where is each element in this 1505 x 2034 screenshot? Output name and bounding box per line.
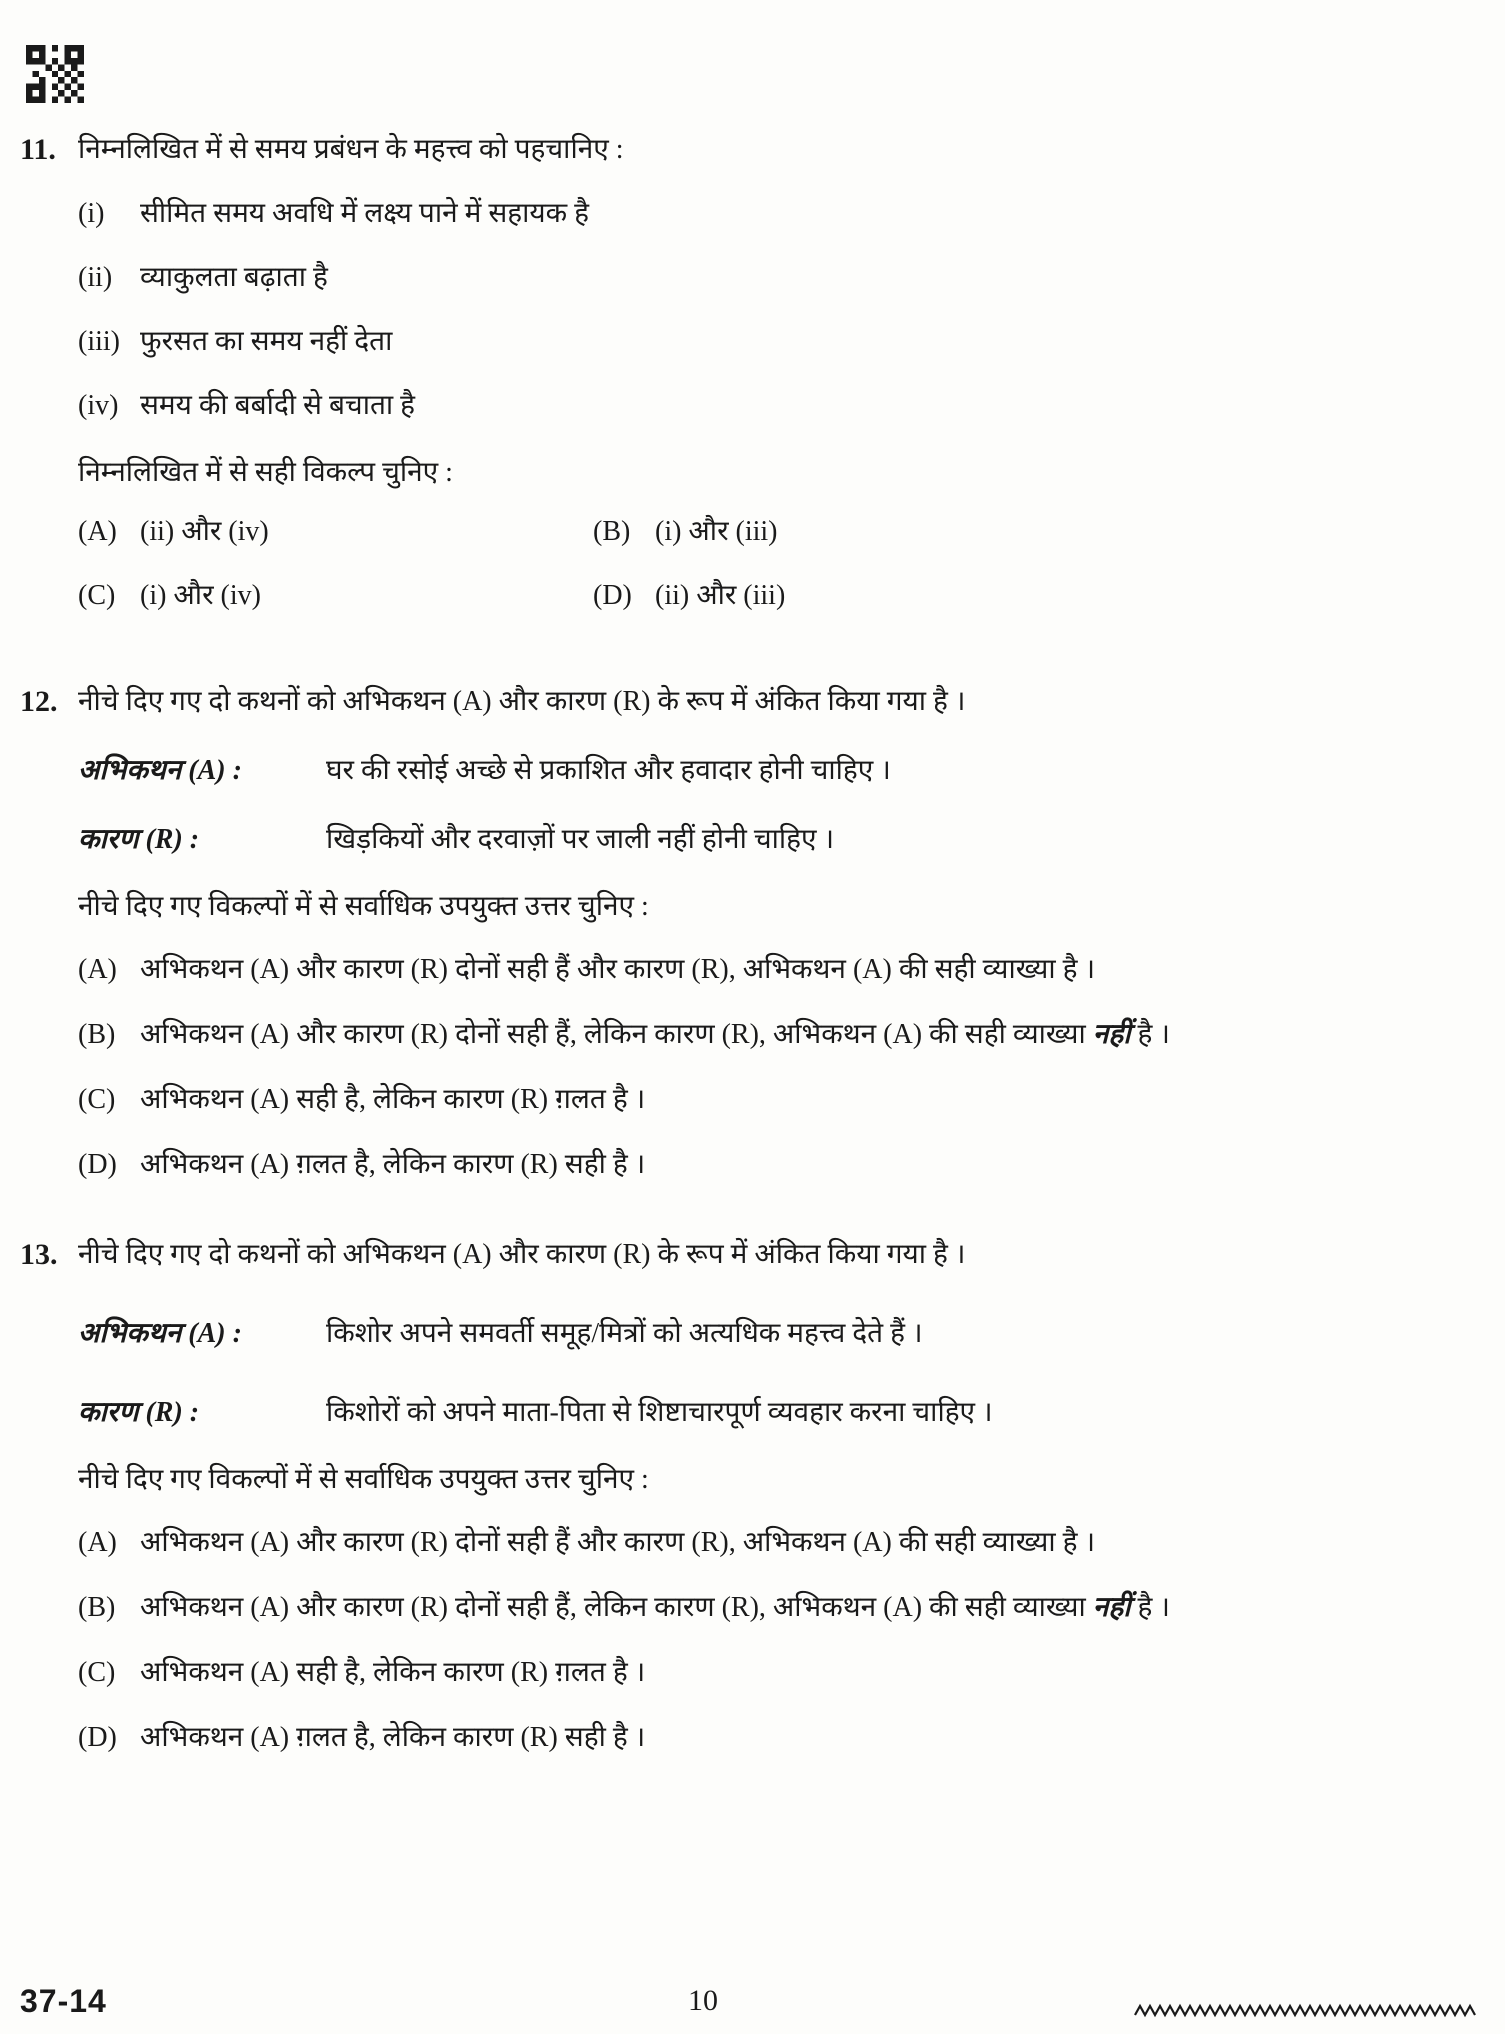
question-text: नीचे दिए गए दो कथनों को अभिकथन (A) और कारण (R) के रूप में अंकित किया गया है ।: [78, 686, 966, 717]
option-text: अभिकथन (A) और कारण (R) दोनों सही हैं और कारण (R), अभिकथन (A) की सही व्याख्या है ।: [140, 954, 1096, 985]
option-text-pre: अभिकथन (A) और कारण (R) दोनों सही हैं, लेकिन कारण (R), अभिकथन (A) की सही व्याख्या: [140, 1019, 1093, 1050]
option-label: (B): [593, 516, 631, 547]
list-item-marker: (i): [78, 198, 105, 229]
assertion-row: [78, 1309, 1460, 1359]
option-c: [78, 1075, 1460, 1125]
question-number: 13.: [20, 1238, 58, 1271]
list-item-marker: (iv): [78, 390, 119, 421]
list-item-text: व्याकुलता बढ़ाता है: [140, 262, 328, 293]
option-d: [78, 1713, 1460, 1763]
reason-row: [78, 1388, 1460, 1438]
option-text: (i) और (iv): [140, 580, 261, 611]
option-text-post: है ।: [1130, 1019, 1170, 1050]
squiggle-line-icon: [1133, 2002, 1483, 2020]
option-text: [140, 1583, 1460, 1633]
question-11: [20, 125, 1460, 621]
option-label: (B): [78, 1592, 116, 1623]
question-text: निम्नलिखित में से समय प्रबंधन के महत्त्व को पहचानिए :: [78, 134, 624, 165]
option-text: अभिकथन (A) और कारण (R) दोनों सही हैं और कारण (R), अभिकथन (A) की सही व्याख्या है ।: [140, 1527, 1096, 1558]
question-body: [78, 125, 1460, 621]
reason-text: किशोरों को अपने माता-पिता से शिष्टाचारपूर्ण व्यवहार करना चाहिए ।: [326, 1397, 993, 1428]
option-text: [140, 1010, 1460, 1060]
option-c: [78, 1648, 1460, 1698]
question-13: [20, 1230, 1460, 1763]
list-item-text: समय की बर्बादी से बचाता है: [140, 390, 416, 421]
option-label: (A): [78, 1527, 117, 1558]
assertion-label: अभिकथन (A) :: [78, 1318, 242, 1349]
question-12: [20, 677, 1460, 1190]
option-label: (D): [593, 580, 632, 611]
assertion-text: किशोर अपने समवर्ती समूह/मित्रों को अत्यधिक महत्त्व देते हैं ।: [326, 1318, 923, 1349]
list-item: [78, 189, 1460, 239]
option-text: अभिकथन (A) सही है, लेकिन कारण (R) ग़लत है ।: [140, 1084, 646, 1115]
option-c: [78, 571, 593, 621]
list-item: [78, 317, 1460, 367]
option-text-emphasis: नहीं: [1092, 1592, 1131, 1623]
assertion-text: घर की रसोई अच्छे से प्रकाशित और हवादार होनी चाहिए ।: [326, 755, 891, 786]
instruction-text: नीचे दिए गए विकल्पों में से सर्वाधिक उपयुक्त उत्तर चुनिए :: [78, 1464, 649, 1495]
question-body: [78, 1230, 1460, 1763]
option-label: (C): [78, 1657, 116, 1688]
qr-code-icon: [26, 45, 84, 103]
option-d: [593, 571, 1460, 621]
question-number: 11.: [20, 133, 56, 166]
option-text: (ii) और (iv): [140, 516, 269, 547]
option-label: (D): [78, 1149, 117, 1180]
option-a: [78, 945, 1460, 995]
assertion-row: [78, 746, 1460, 796]
list-item: [78, 253, 1460, 303]
option-b: [78, 1583, 1460, 1633]
option-b: [593, 507, 1460, 557]
option-text: अभिकथन (A) सही है, लेकिन कारण (R) ग़लत है ।: [140, 1657, 646, 1688]
instruction-text: नीचे दिए गए विकल्पों में से सर्वाधिक उपयुक्त उत्तर चुनिए :: [78, 891, 649, 922]
option-label: (C): [78, 580, 116, 611]
option-text: (i) और (iii): [655, 516, 778, 547]
option-a: [78, 1518, 1460, 1568]
question-body: [78, 677, 1460, 1190]
page-number: 10: [688, 1984, 718, 2017]
question-number: 12.: [20, 685, 58, 718]
option-text-emphasis: नहीं: [1092, 1019, 1131, 1050]
list-item: [78, 381, 1460, 431]
option-text: (ii) और (iii): [655, 580, 786, 611]
assertion-label: अभिकथन (A) :: [78, 755, 242, 786]
option-label: (A): [78, 954, 117, 985]
options-grid: [78, 507, 1460, 621]
reason-text: खिड़कियों और दरवाज़ों पर जाली नहीं होनी चाहिए ।: [326, 824, 835, 855]
option-text: अभिकथन (A) ग़लत है, लेकिन कारण (R) सही है ।: [140, 1149, 646, 1180]
instruction-text: निम्नलिखित में से सही विकल्प चुनिए :: [78, 457, 453, 488]
reason-label: कारण (R) :: [78, 824, 200, 855]
option-a: [78, 507, 593, 557]
option-b: [78, 1010, 1460, 1060]
question-text: नीचे दिए गए दो कथनों को अभिकथन (A) और कारण (R) के रूप में अंकित किया गया है ।: [78, 1239, 966, 1270]
list-item-text: फुरसत का समय नहीं देता: [140, 326, 393, 357]
option-label: (B): [78, 1019, 116, 1050]
list-item-text: सीमित समय अवधि में लक्ष्य पाने में सहायक है: [140, 198, 590, 229]
option-text: अभिकथन (A) ग़लत है, लेकिन कारण (R) सही है ।: [140, 1722, 646, 1753]
option-label: (A): [78, 516, 117, 547]
option-text-post: है ।: [1130, 1592, 1170, 1623]
paper-code: 37-14: [20, 1983, 107, 2019]
option-label: (C): [78, 1084, 116, 1115]
option-label: (D): [78, 1722, 117, 1753]
reason-label: कारण (R) :: [78, 1397, 200, 1428]
option-text-pre: अभिकथन (A) और कारण (R) दोनों सही हैं, लेकिन कारण (R), अभिकथन (A) की सही व्याख्या: [140, 1592, 1093, 1623]
option-d: [78, 1140, 1460, 1190]
reason-row: [78, 815, 1460, 865]
list-item-marker: (iii): [78, 326, 120, 357]
list-item-marker: (ii): [78, 262, 113, 293]
